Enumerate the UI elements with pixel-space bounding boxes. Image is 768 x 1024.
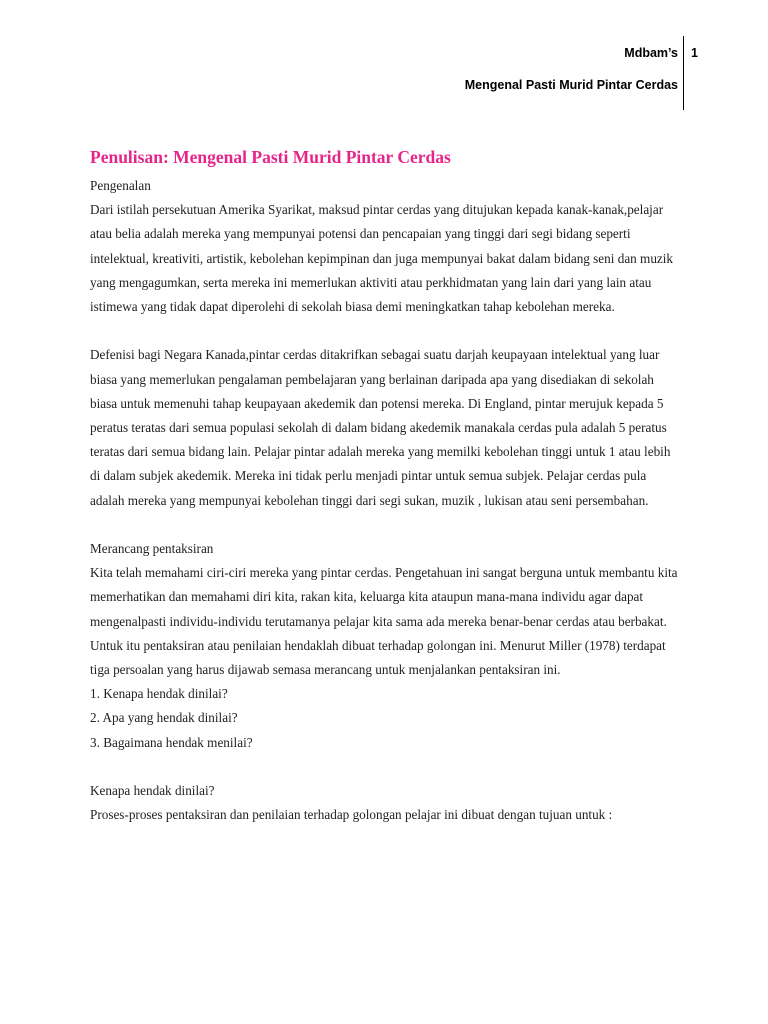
section-introduction <box>90 174 680 319</box>
list-item-question-1: 1. Kenapa hendak dinilai? <box>90 686 228 702</box>
section-heading-assessment-planning: Merancang pentaksiran <box>90 541 214 557</box>
page-title: Penulisan: Mengenal Pasti Murid Pintar Cerdas <box>90 147 451 167</box>
paragraph-introduction-1: Dari istilah persekutuan Amerika Syarikat, maksud pintar cerdas yang ditujukan kepada kanak-kanak,pelajar atau belia adalah mereka yang mempunyai potensi dan pencapaian yang tinggi dari segi bidang seperti intelektual, kreativiti, artistik, kebolehan kepimpinan dan juga mempunyai bakat dalam bidang seni dan muzik yang mengagumkan, serta mereka ini memerlukan aktiviti atau perkhidmatan yang lain dari yang lain atau istimewa yang tidak dapat diperolehi di sekolah biasa demi meningkatkan tahap kebolehan mereka. <box>90 202 674 315</box>
header-document-title: Mengenal Pasti Murid Pintar Cerdas <box>464 78 678 92</box>
section-definition <box>90 343 680 512</box>
paragraph-introduction-2: Defenisi bagi Negara Kanada,pintar cerdas ditakrifkan sebagai suatu darjah keupayaan intelektual yang luar biasa yang memerlukan pengalaman pembelajaran yang berlainan daripada apa yang disediakan di sekolah biasa untuk memenuhi tahap keupayaan akedemik dan potensi mereka. Di England, pintar merujuk kepada 5 peratus teratas dari semua populasi sekolah di dalam bidang akedemik manakala cerdas pula adalah 5 peratus teratas dari semua bidang lain. Pelajar pintar adalah mereka yang memilki kebolehan tinggi untuk 1 atau lebih di dalam subjek akedemik. Mereka ini tidak perlu menjadi pintar untuk semua subjek. Pelajar cerdas pula adalah mereka yang mempunyai kebolehan tinggi dari segi sukan, muzik , lukisan atau seni persembahan. <box>90 347 671 508</box>
paragraph-assessment-planning: Kita telah memahami ciri-ciri mereka yang pintar cerdas. Pengetahuan ini sangat berguna untuk membantu kita memerhatikan dan memahami diri kita, rakan kita, keluarga kita ataupun mana-mana individu agar dapat mengenalpasti individu-individu terutamanya pelajar kita sama ada mereka benar-benar cerdas atau berbakat. Untuk itu pentaksiran atau penilaian hendaklah dibuat terhadap golongan ini. Menurut Miller (1978) terdapat tiga persoalan yang harus dijawab semasa merancang untuk menjalankan pentaksiran ini. <box>90 565 678 678</box>
section-heading-why-assess: Kenapa hendak dinilai? <box>90 783 215 799</box>
document-body <box>90 144 680 852</box>
list-item-question-3: 3. Bagaimana hendak menilai? <box>90 734 253 750</box>
section-heading-introduction: Pengenalan <box>90 178 151 193</box>
paragraph-why-assess: Proses-proses pentaksiran dan penilaian terhadap golongan pelajar ini dibuat dengan tujuan untuk : <box>90 807 613 823</box>
section-assessment-planning <box>90 537 680 755</box>
section-why-assess <box>90 779 680 827</box>
header-author: Mdbam’s <box>624 46 678 60</box>
header-divider <box>683 36 684 110</box>
page-number: 1 <box>691 46 698 60</box>
list-item-question-2: 2. Apa yang hendak dinilai? <box>90 710 238 726</box>
